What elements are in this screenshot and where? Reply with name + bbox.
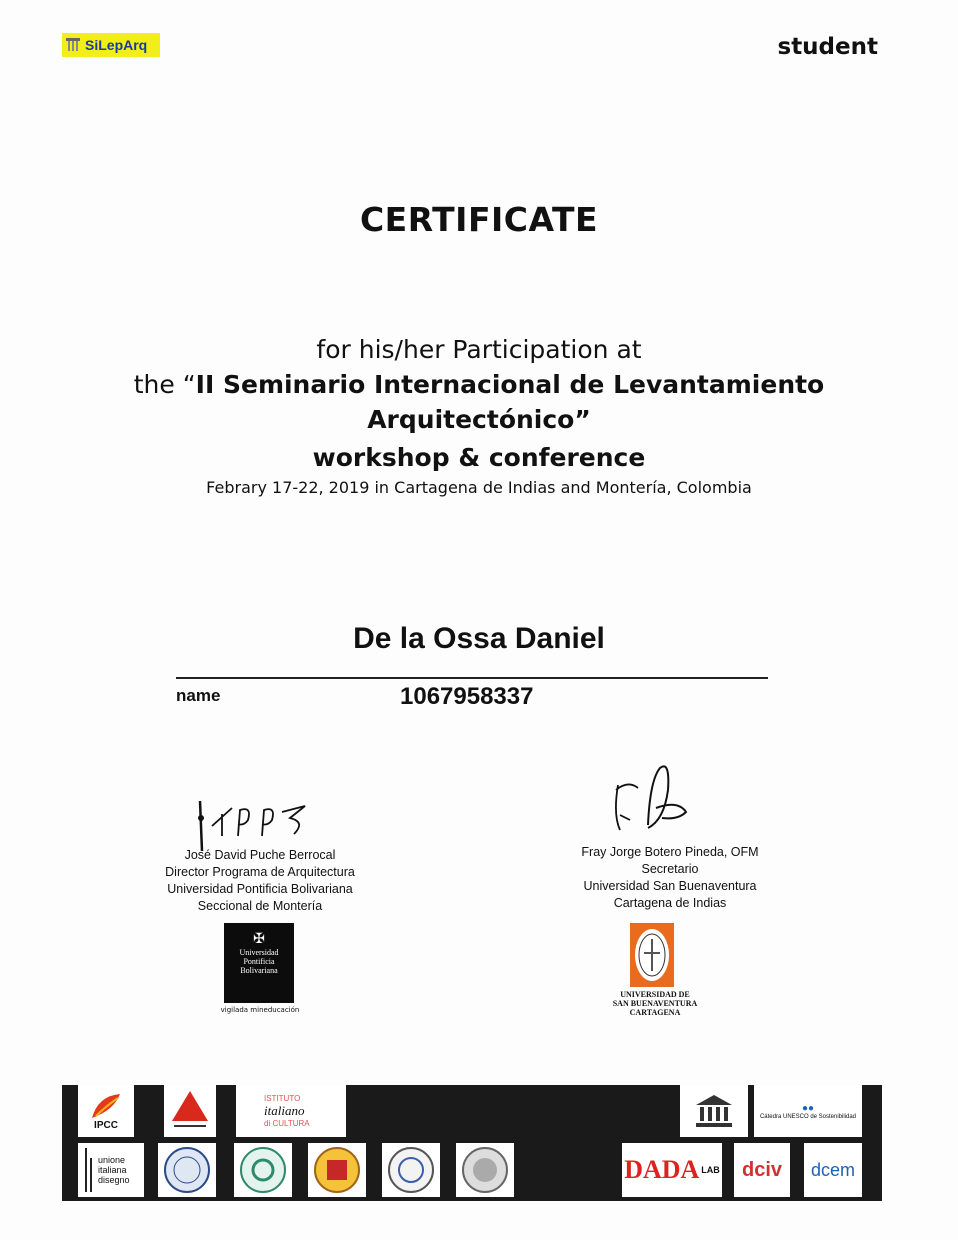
university-seal-1 (158, 1143, 216, 1197)
signatory-left (130, 847, 390, 915)
istituto-text: di CULTURA (264, 1119, 310, 1128)
istituto-italiano-logo (236, 1085, 346, 1137)
recipient-name: De la Ossa Daniel (353, 622, 605, 655)
usb-caption-line: SAN BUENAVENTURA (612, 999, 698, 1008)
dcem-logo (804, 1143, 862, 1197)
name-label: name (176, 686, 221, 705)
signatory-location: Seccional de Montería (197, 899, 323, 913)
name-underline (176, 677, 768, 679)
sponsor-strip (62, 1085, 882, 1201)
signatory-right (520, 844, 820, 912)
signatory-name: José David Puche Berrocal (184, 848, 336, 862)
participation-text: for his/her Participation at (316, 335, 642, 364)
usb-seal-logo (630, 923, 674, 987)
unione-italiana-disegno-logo (78, 1143, 144, 1197)
leaf-icon (88, 1092, 124, 1120)
signatory-name: Fray Jorge Botero Pineda, OFM (581, 845, 759, 859)
shield-icon (313, 1146, 361, 1194)
silepArq-logo (62, 33, 160, 57)
seal-icon (163, 1146, 211, 1194)
seal-icon (461, 1146, 509, 1194)
university-seal-2 (234, 1143, 292, 1197)
university-seal-5 (456, 1143, 514, 1197)
ipcc-text: IPCC (94, 1119, 118, 1131)
signatory-institution: Universidad Pontificia Bolivariana (167, 882, 353, 896)
colombian-society-logo (164, 1085, 216, 1137)
seminar-name: II Seminario Internacional de Levantamiento (195, 370, 825, 399)
signatory-institution: Universidad San Buenaventura (583, 879, 757, 893)
triangle-icon (170, 1089, 210, 1133)
usb-caption-line: CARTAGENA (629, 1008, 681, 1017)
dada-lab-logo (622, 1143, 722, 1197)
logo-text: SiLepArq (85, 37, 148, 53)
usb-caption-line: UNIVERSIDAD DE (620, 990, 690, 999)
cross-icon: ✠ (253, 932, 265, 947)
catedra-unesco-logo (754, 1085, 862, 1137)
gear-icon (239, 1146, 287, 1194)
dciv-text: dciv (741, 1158, 783, 1181)
university-seal-3 (308, 1143, 366, 1197)
certificate-title: CERTIFICATE (359, 200, 599, 239)
university-seal-4 (382, 1143, 440, 1197)
seminar-prefix: the “ (133, 370, 196, 399)
upb-caption: vigilada mineducación (220, 1006, 300, 1014)
dada-text: DADA (624, 1155, 700, 1184)
role-label: student (777, 34, 878, 60)
columns-icon (65, 37, 81, 53)
istituto-text: italiano (264, 1103, 305, 1118)
upb-logo-text: Universidad (239, 948, 279, 957)
dciv-logo (734, 1143, 790, 1197)
unione-text: italiana (98, 1165, 127, 1175)
seal-icon (630, 923, 674, 987)
event-dates: Febrary 17-22, 2019 in Cartagena de Indias and Montería, Colombia (206, 478, 752, 497)
globe-icon: ●● (801, 1102, 815, 1114)
upb-logo-text: Pontificia (243, 957, 275, 966)
seal-icon (387, 1146, 435, 1194)
temple-icon (694, 1093, 734, 1129)
signatory-location: Cartagena de Indias (613, 896, 727, 910)
signatory-role: Director Programa de Arquitectura (165, 865, 355, 879)
unesco-logo (680, 1085, 748, 1137)
upb-logo (224, 923, 294, 1003)
id-number: 1067958337 (400, 683, 534, 710)
signature-right (608, 760, 698, 840)
istituto-text: ISTITUTO (264, 1094, 301, 1103)
unione-text: unione (98, 1155, 126, 1165)
usb-caption (600, 990, 710, 1017)
dcem-text: dcem (810, 1159, 855, 1180)
dada-lab-text: LAB (701, 1165, 720, 1175)
seminar-name-cont: Arquitectónico” (367, 405, 591, 434)
unione-text: disegno (98, 1175, 130, 1185)
signatory-role: Secretario (641, 862, 699, 876)
ipcc-logo (78, 1085, 134, 1137)
upb-logo-text: Bolivariana (240, 966, 278, 975)
seminar-line (0, 370, 958, 399)
unesco-text: Cátedra UNESCO de Sostenibilidad (759, 1113, 857, 1120)
bars-icon (84, 1148, 94, 1192)
event-type: workshop & conference (312, 443, 646, 472)
